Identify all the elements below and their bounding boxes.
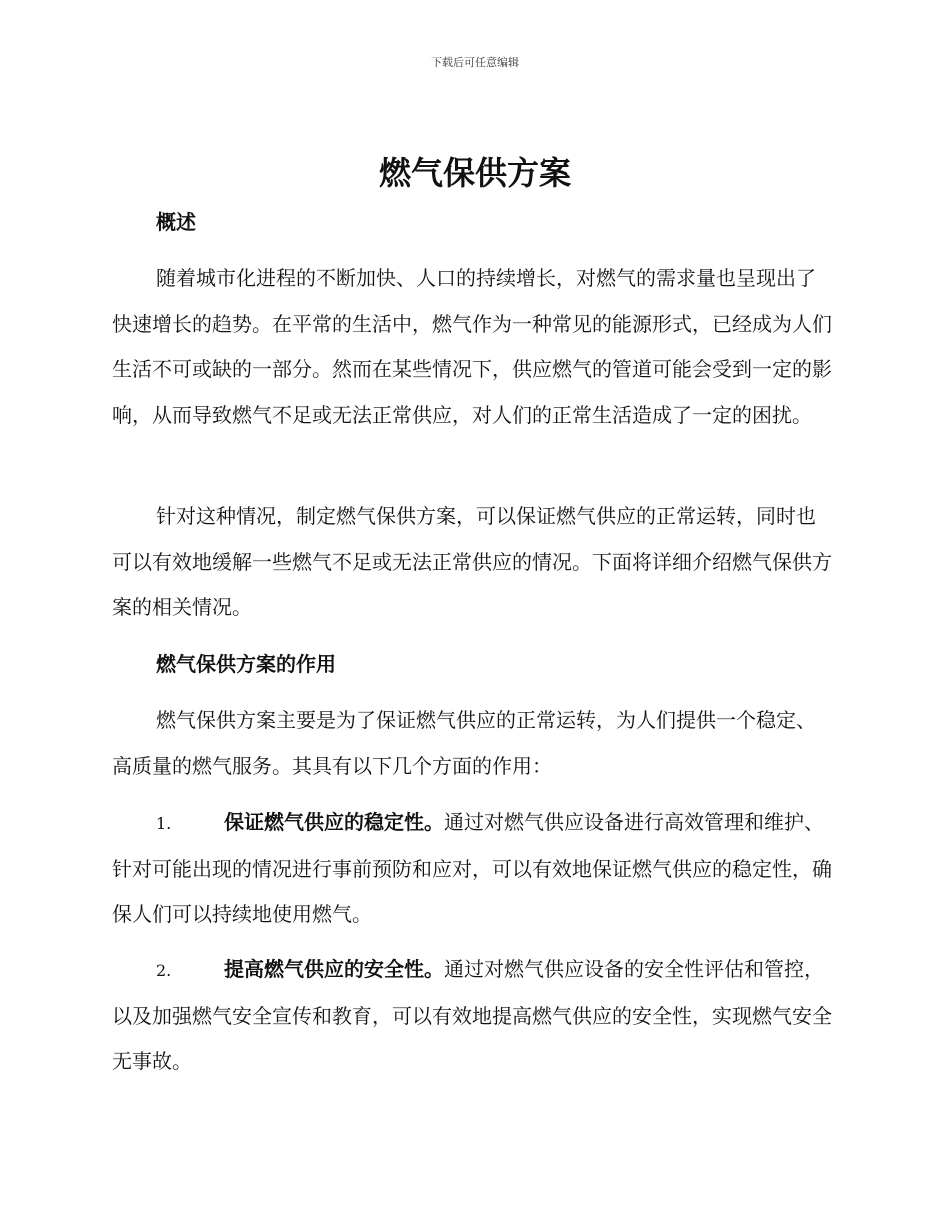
purpose-intro-paragraph: 燃气保供方案主要是为了保证燃气供应的正常运转，为人们提供一个稳定、高质量的燃气服务。其具有以下几个方面的作用：: [112, 708, 816, 778]
page-title: 燃气保供方案: [378, 154, 571, 192]
overview-paragraph-2: 针对这种情况，制定燃气保供方案，可以保证燃气供应的正常运转，同时也可以有效地缓解一些燃气不足或无法正常供应的情况。下面将详细介绍燃气保供方案的相关情况。: [112, 504, 832, 619]
list-item-number: 1.: [156, 814, 172, 833]
overview-paragraph-1: 随着城市化进程的不断加快、人口的持续增长，对燃气的需求量也呈现出了快速增长的趋势。在平常的生活中，燃气作为一种常见的能源形式，已经成为人们生活不可或缺的一部分。然而在某些情况下，供应燃气的管道可能会受到一定的影响，从而导致燃气不足或无法正常供应，对人们的正常生活造成了一定的困扰。: [112, 266, 832, 427]
list-item: [112, 800, 832, 938]
list-item-text: 通过对燃气供应设备的安全性评估和管控，以及加强燃气安全宣传和教育，可以有效地提高燃气供应的安全性，实现燃气安全无事故。: [112, 957, 832, 1073]
list-item-number: 2.: [156, 961, 172, 980]
list-item: [112, 947, 832, 1085]
list-item-text: 通过对燃气供应设备进行高效管理和维护、针对可能出现的情况进行事前预防和应对，可以有效地保证燃气供应的稳定性，确保人们可以持续地使用燃气。: [112, 810, 832, 926]
section-heading-overview: 概述: [156, 210, 196, 234]
list-item-bold-lead: 提高燃气供应的安全性。: [224, 957, 444, 981]
section-heading-purpose: 燃气保供方案的作用: [156, 652, 336, 676]
header-note: 下载后可任意编辑: [431, 56, 519, 69]
list-item-bold-lead: 保证燃气供应的稳定性。: [224, 810, 444, 834]
